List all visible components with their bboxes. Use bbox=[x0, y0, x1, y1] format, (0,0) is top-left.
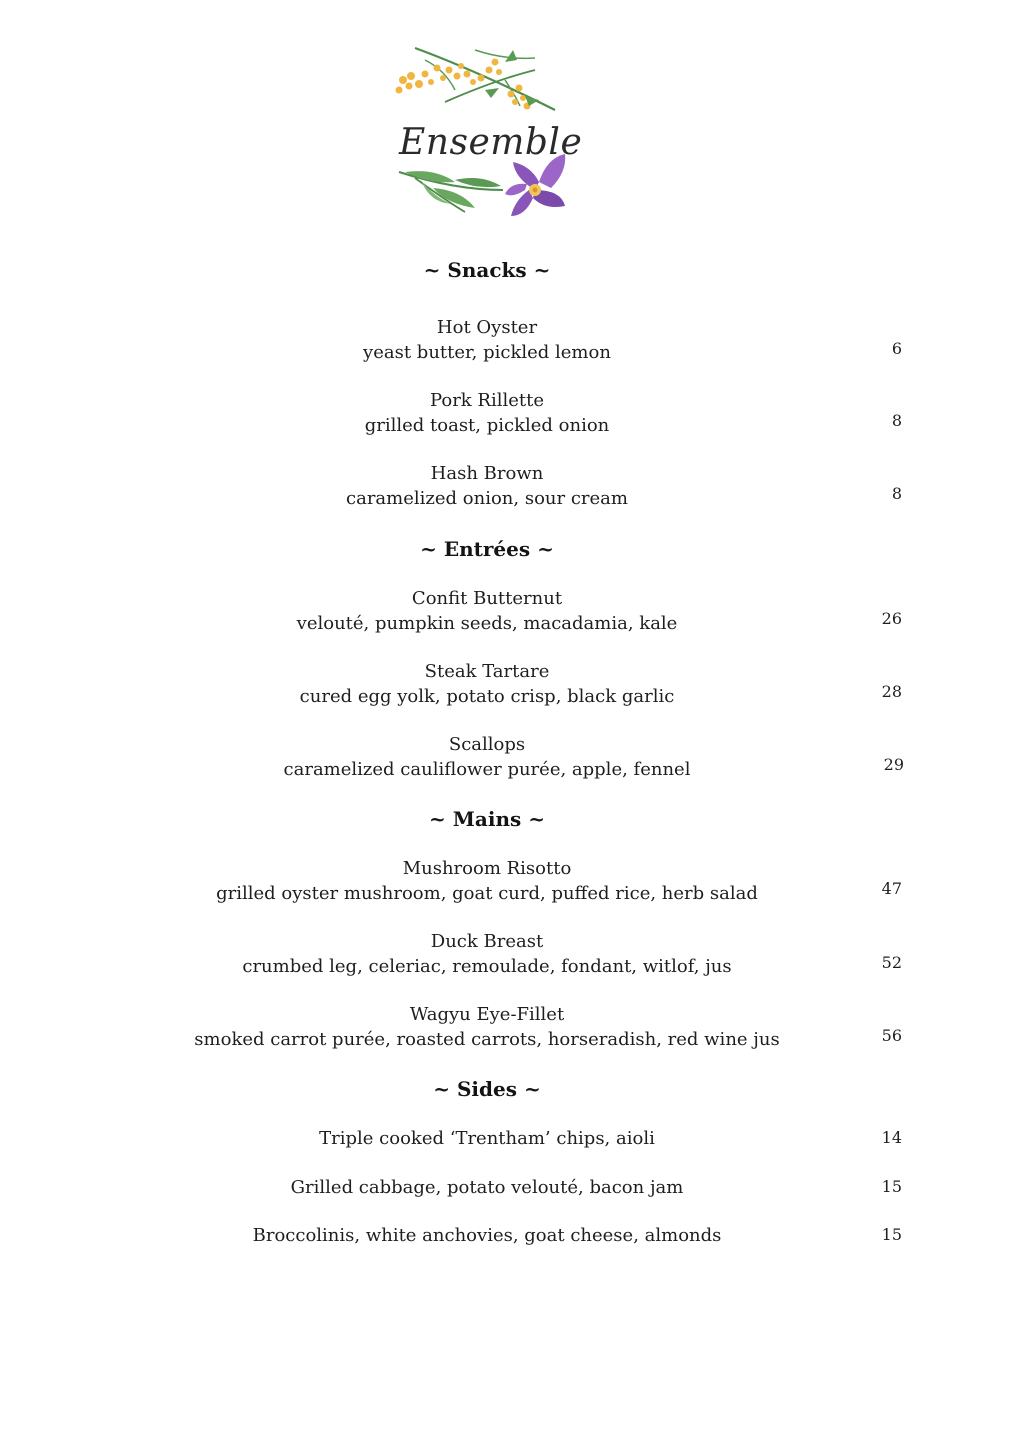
side-item: Triple cooked ‘Trentham’ chips, aioli bbox=[319, 1128, 655, 1149]
item-price: 15 bbox=[881, 1177, 902, 1196]
menu-item bbox=[0, 929, 974, 979]
section-heading-entrees: ~ Entrées ~ bbox=[420, 537, 554, 561]
item-description: cured egg yolk, potato crisp, black garlic bbox=[299, 686, 675, 707]
item-name: Wagyu Eye-Fillet bbox=[409, 1004, 565, 1025]
logo-wordmark: Ensemble bbox=[399, 122, 583, 163]
side-item: Grilled cabbage, potato velouté, bacon jam bbox=[290, 1177, 684, 1198]
item-description: yeast butter, pickled lemon bbox=[363, 342, 611, 363]
menu-item bbox=[0, 461, 974, 511]
section-heading-mains: ~ Mains ~ bbox=[429, 807, 545, 831]
item-price: 8 bbox=[891, 411, 902, 430]
item-price: 47 bbox=[881, 879, 902, 898]
menu-item bbox=[0, 586, 974, 636]
item-name: Steak Tartare bbox=[424, 661, 550, 682]
menu-item bbox=[0, 388, 974, 438]
leaf-sprig-icon bbox=[399, 171, 503, 212]
item-price: 29 bbox=[883, 755, 904, 774]
menu-item bbox=[0, 732, 974, 782]
item-description: grilled toast, pickled onion bbox=[364, 415, 610, 436]
item-name: Pork Rillette bbox=[429, 390, 545, 411]
ensemble-logo bbox=[385, 40, 583, 220]
item-price: 6 bbox=[891, 339, 902, 358]
item-price: 14 bbox=[881, 1128, 902, 1147]
item-name: Scallops bbox=[448, 734, 526, 755]
menu-item bbox=[0, 659, 974, 709]
item-description: grilled oyster mushroom, goat curd, puffed rice, herb salad bbox=[216, 883, 758, 904]
item-description: caramelized cauliflower purée, apple, fennel bbox=[283, 759, 691, 780]
item-name: Confit Butternut bbox=[411, 588, 563, 609]
item-price: 8 bbox=[891, 484, 902, 503]
item-description: velouté, pumpkin seeds, macadamia, kale bbox=[296, 613, 678, 634]
item-price: 26 bbox=[881, 609, 902, 628]
item-name: Mushroom Risotto bbox=[402, 858, 572, 879]
item-description: caramelized onion, sour cream bbox=[346, 488, 628, 509]
menu-item bbox=[0, 856, 974, 906]
section-heading-sides: ~ Sides ~ bbox=[433, 1077, 541, 1101]
item-name: Hash Brown bbox=[430, 463, 544, 484]
section-heading-snacks: ~ Snacks ~ bbox=[423, 258, 551, 282]
menu-item bbox=[0, 1002, 974, 1052]
item-name: Duck Breast bbox=[430, 931, 544, 952]
item-price: 15 bbox=[881, 1225, 902, 1244]
item-description: crumbed leg, celeriac, remoulade, fondant, witlof, jus bbox=[242, 956, 732, 977]
item-description: smoked carrot purée, roasted carrots, horseradish, red wine jus bbox=[194, 1029, 780, 1050]
item-price: 52 bbox=[881, 953, 902, 972]
iris-flower-icon bbox=[505, 154, 565, 216]
item-name: Hot Oyster bbox=[436, 317, 538, 338]
item-price: 28 bbox=[881, 682, 902, 701]
menu-item bbox=[0, 315, 974, 365]
wattle-branch-icon bbox=[396, 48, 556, 110]
side-item: Broccolinis, white anchovies, goat cheese, almonds bbox=[252, 1225, 722, 1246]
item-price: 56 bbox=[881, 1026, 902, 1045]
